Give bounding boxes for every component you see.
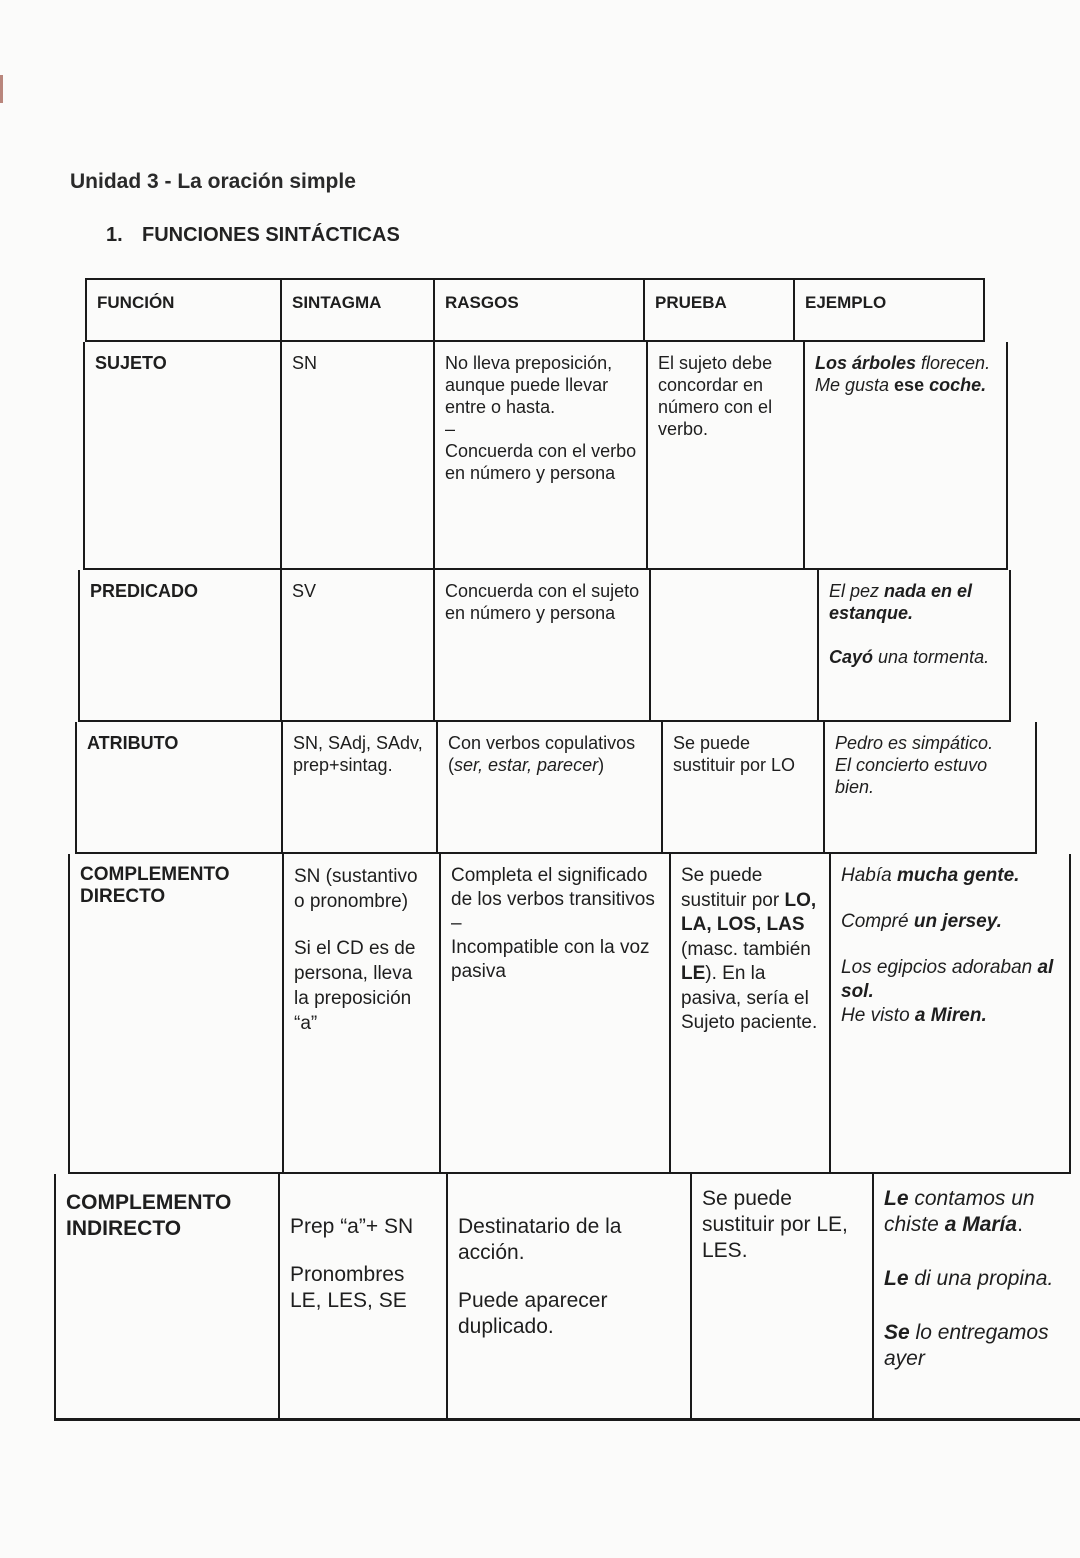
example-line: [829, 646, 1001, 668]
cell-ejemplo: [874, 1174, 1080, 1420]
example-fragment: coche.: [929, 375, 987, 395]
example-line: [884, 1320, 1078, 1372]
document-title: Unidad 3 - La oración simple: [70, 170, 356, 193]
prueba-fragment: Se puede sustituir por: [681, 865, 785, 911]
example-fragment: lo entregamos ayer: [884, 1321, 1049, 1370]
example-fragment: Cayó: [829, 647, 874, 667]
example-fragment: El pez: [829, 581, 885, 601]
sintagma-text: Si el CD es de persona, lleva la preposición “a”: [294, 938, 416, 1034]
table-row-predicado: [78, 570, 1011, 722]
cell-ejemplo: [805, 342, 1008, 570]
header-rasgos: RASGOS: [435, 278, 645, 342]
example-fragment: Se: [884, 1321, 910, 1344]
cell-ejemplo: [819, 570, 1011, 722]
example-fragment: florecen.: [916, 353, 991, 373]
cell-prueba: El sujeto debe concordar en número con el verbo.: [648, 342, 805, 570]
cell-rasgos: Concuerda con el sujeto en número y persona: [435, 570, 651, 722]
example-line: [815, 374, 998, 396]
example-fragment: Me gusta: [815, 375, 890, 395]
rasgos-text: Concuerda con el verbo en número y persona: [445, 441, 637, 483]
example-line: [841, 1004, 1061, 1028]
cell-ejemplo: [831, 854, 1071, 1174]
example-fragment: Los árboles: [815, 353, 917, 373]
example-fragment: un jersey.: [913, 911, 1002, 932]
cell-prueba: Se puede sustituir por LE, LES.: [692, 1174, 874, 1420]
cell-prueba: Se puede sustituir por LO: [663, 722, 825, 854]
scan-edge-mark: [0, 75, 3, 103]
section-heading: [106, 224, 400, 247]
sintagma-text: Prep “a”+ SN: [290, 1215, 414, 1238]
table-header-row: [85, 278, 985, 342]
cell-rasgos: [448, 1174, 692, 1420]
cell-prueba: [671, 854, 831, 1174]
table-row-atributo: [75, 722, 1037, 854]
rasgos-fragment: Con verbos copulativos (: [448, 733, 636, 775]
example-fragment: una tormenta.: [873, 647, 990, 667]
header-sintagma: SINTAGMA: [282, 278, 435, 342]
example-fragment: He visto: [841, 1005, 915, 1026]
example-fragment: di una propina.: [908, 1267, 1054, 1290]
example-line: [829, 580, 1001, 624]
table-row-complemento-indirecto: [54, 1174, 1080, 1421]
example-fragment: .: [1017, 1213, 1023, 1236]
rasgos-fragment: ser, estar, parecer: [454, 755, 599, 775]
example-fragment: Le: [884, 1267, 909, 1290]
section-number: 1.: [106, 224, 123, 246]
example-line: [841, 956, 1061, 1004]
cell-funcion: ATRIBUTO: [77, 722, 283, 854]
example-line: Pedro es simpático.: [835, 733, 994, 753]
separator-dash: –: [445, 419, 456, 439]
example-line: El concierto estuvo bien.: [835, 755, 988, 797]
header-funcion: FUNCIÓN: [87, 278, 282, 342]
sintagma-text: SN (sustantivo o pronombre): [294, 866, 418, 912]
prueba-fragment: ). En la pasiva, sería el Sujeto paciente.: [681, 963, 818, 1033]
rasgos-text: Puede aparecer duplicado.: [458, 1289, 608, 1338]
prueba-fragment: LE: [681, 963, 706, 984]
example-fragment: ese: [889, 375, 930, 395]
cell-sintagma: SN: [282, 342, 435, 570]
example-fragment: al sol.: [841, 957, 1054, 1002]
example-fragment: a María: [944, 1213, 1018, 1236]
table-row-complemento-directo: [68, 854, 1071, 1174]
cell-sintagma: SN, SAdj, SAdv, prep+sintag.: [283, 722, 438, 854]
cell-rasgos: [435, 342, 648, 570]
sintagma-text: Pronombres LE, LES, SE: [290, 1263, 407, 1312]
example-fragment: Había: [841, 865, 897, 886]
prueba-fragment: LO, LA, LOS, LAS: [681, 889, 817, 935]
example-line: [841, 864, 1061, 888]
example-line: [841, 910, 1061, 934]
table-row-sujeto: [83, 342, 1008, 570]
cell-rasgos: [441, 854, 671, 1174]
example-fragment: Los egipcios adoraban: [841, 957, 1038, 978]
rasgos-text: Destinatario de la acción.: [458, 1215, 622, 1264]
cell-funcion: SUJETO: [85, 342, 282, 570]
example-fragment: contamos un chiste: [884, 1187, 1035, 1236]
cell-sintagma: [280, 1174, 448, 1420]
example-fragment: Le: [884, 1187, 909, 1210]
cell-prueba: [651, 570, 819, 722]
header-prueba: PRUEBA: [645, 278, 795, 342]
rasgos-text: Completa el significado de los verbos transitivos: [451, 865, 655, 910]
prueba-fragment: (masc. también: [681, 938, 811, 960]
example-fragment: mucha gente.: [896, 865, 1020, 886]
cell-sintagma: SV: [282, 570, 435, 722]
example-fragment: Compré: [841, 911, 914, 932]
section-title: FUNCIONES SINTÁCTICAS: [142, 224, 400, 246]
example-line: [884, 1186, 1078, 1238]
header-ejemplo: EJEMPLO: [795, 278, 985, 342]
separator-dash: –: [451, 913, 462, 934]
example-fragment: a Miren.: [914, 1005, 987, 1026]
cell-funcion: COMPLEMENTO DIRECTO: [70, 854, 284, 1174]
rasgos-fragment: ): [598, 755, 605, 775]
rasgos-text: No lleva preposición, aunque puede llevar entre o hasta.: [445, 353, 613, 417]
cell-ejemplo: [825, 722, 1037, 854]
cell-rasgos: [438, 722, 663, 854]
example-line: [884, 1266, 1078, 1292]
example-line: [815, 352, 998, 374]
example-fragment: nada en el estanque.: [829, 581, 973, 623]
cell-funcion: PREDICADO: [80, 570, 282, 722]
cell-sintagma: [284, 854, 441, 1174]
cell-funcion: COMPLEMENTO INDIRECTO: [56, 1174, 280, 1420]
rasgos-text: Incompatible con la voz pasiva: [451, 937, 650, 982]
